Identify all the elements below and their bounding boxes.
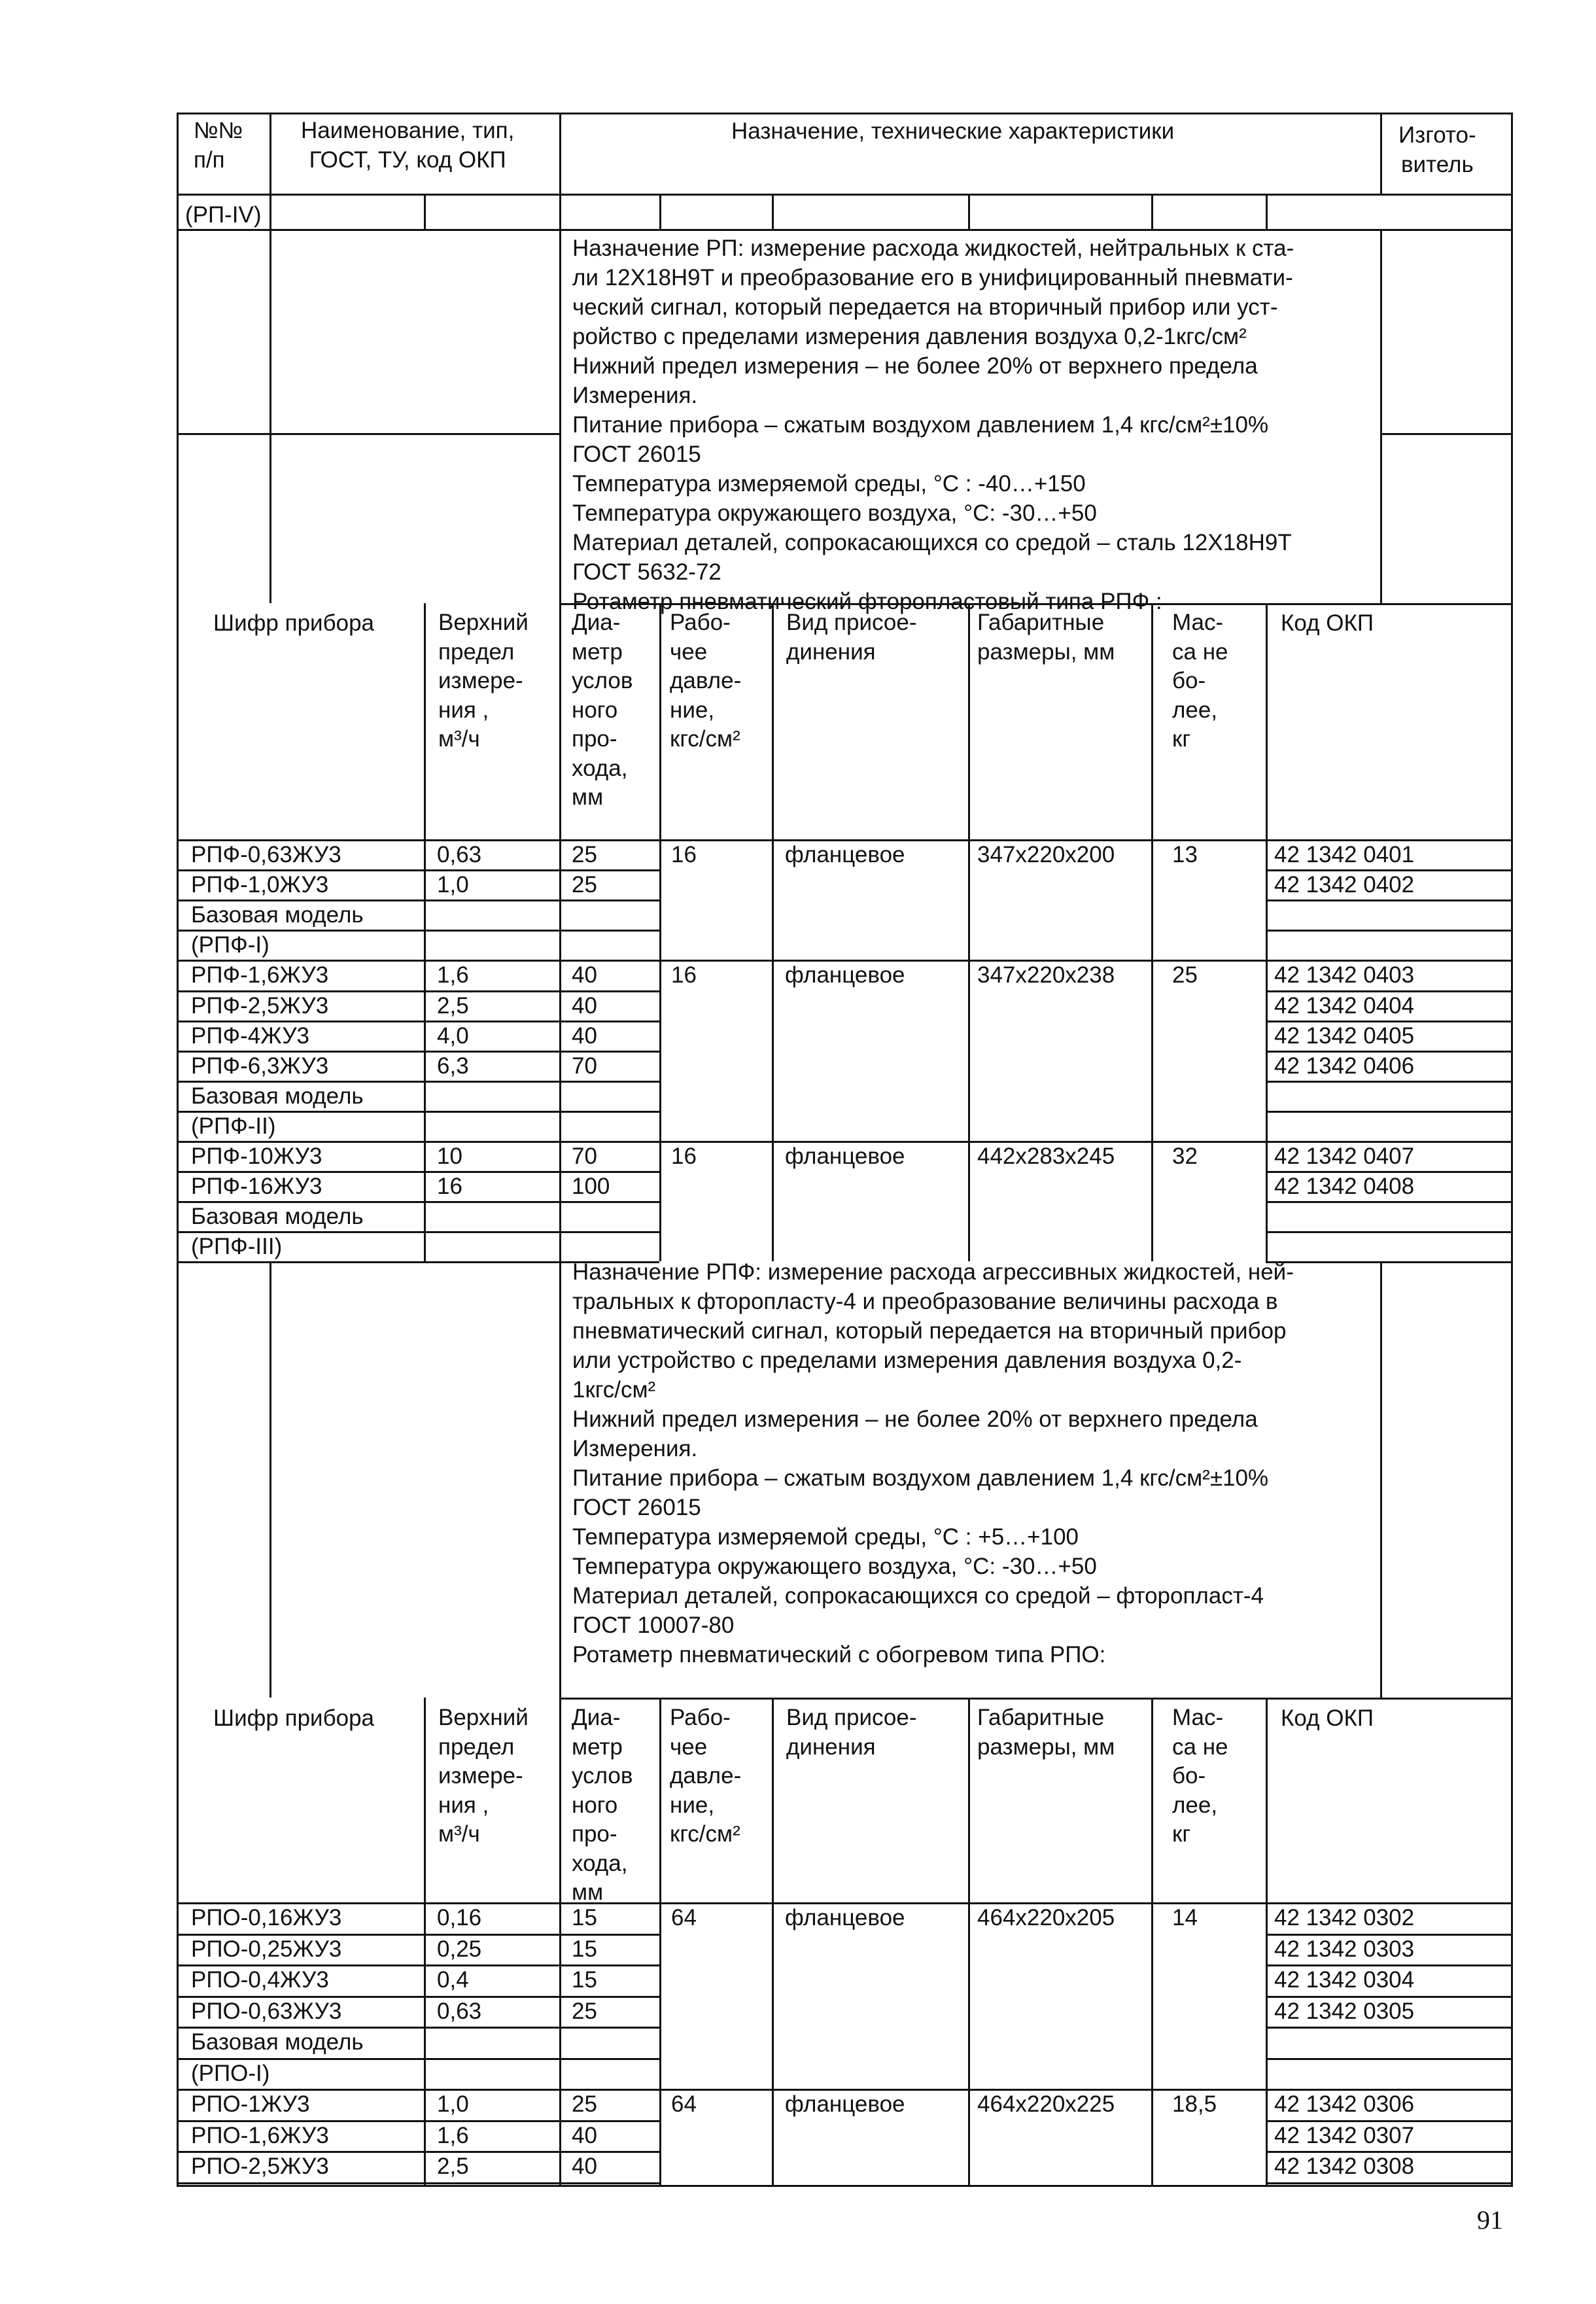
table1-row-code: РПФ-4ЖУ3 — [191, 1023, 310, 1049]
table2-row-diameter: 25 — [572, 2091, 597, 2117]
description-line: Питание прибора – сжатым воздухом давлением 1,4 кгс/см²±10% — [572, 1465, 1269, 1491]
table1-group-mass: 25 — [1172, 962, 1198, 988]
table1-row-upper: 16 — [437, 1174, 462, 1199]
description-line: Температура измеряемой среды, °С : -40…+150 — [572, 471, 1086, 497]
table1-row-upper: 1,6 — [437, 962, 469, 988]
table2-group-dimensions: 464х220х225 — [977, 2091, 1115, 2117]
table1-pressure-header: Рабо- чее давле- ние, кгс/см² — [670, 610, 742, 752]
table2-row-upper: 0,63 — [437, 1999, 482, 2024]
grid-line — [559, 1261, 561, 1698]
table-border-right — [1511, 113, 1513, 2187]
table1-group-mass: 13 — [1172, 842, 1198, 867]
table2-row-upper: 0,25 — [437, 1936, 482, 1962]
table2-group-connection: фланцевое — [785, 1905, 905, 1930]
table2-group-mass: 14 — [1172, 1905, 1198, 1930]
header-maker: Изгото- витель — [1398, 122, 1476, 177]
table-border-top — [177, 113, 1513, 114]
grid-line — [269, 194, 271, 229]
table1-row-diameter: 70 — [572, 1143, 597, 1169]
description-line: ГОСТ 26015 — [572, 442, 701, 467]
grid-line — [1380, 433, 1511, 435]
table2-dimensions-header: Габаритные размеры, мм — [977, 1705, 1115, 1760]
table1-row-diameter: 40 — [572, 1023, 597, 1049]
table1-row-code: РПФ-1,6ЖУ3 — [191, 962, 329, 988]
table2-group-connection: фланцевое — [785, 2091, 905, 2117]
description-line: Питание прибора – сжатым воздухом давлением 1,4 кгс/см²±10% — [572, 412, 1269, 438]
table2-row-okp: 42 1342 0307 — [1274, 2123, 1415, 2148]
table2-row-code: РПО-1,6ЖУ3 — [191, 2123, 329, 2148]
table2-group-mass: 18,5 — [1172, 2091, 1217, 2117]
grid-line — [1266, 1111, 1511, 1113]
grid-line — [559, 839, 561, 1261]
grid-line — [659, 194, 661, 229]
table1-row-code: Базовая модель — [191, 1204, 364, 1229]
page-number: 91 — [1477, 2205, 1503, 2235]
table1-row-diameter: 70 — [572, 1053, 597, 1079]
grid-line — [968, 839, 970, 1261]
table1-row-upper: 4,0 — [437, 1023, 469, 1049]
grid-line — [424, 1698, 426, 1902]
grid-line — [1266, 930, 1511, 932]
table1-diameter-header: Диа- метр услов ного про- хода, мм — [572, 610, 633, 810]
grid-line — [559, 1902, 561, 2187]
table1-row-upper: 2,5 — [437, 993, 469, 1019]
grid-line — [772, 603, 774, 839]
table1-row-code: РПФ-0,63ЖУ3 — [191, 842, 341, 867]
grid-line — [559, 603, 561, 839]
grid-line — [1266, 1231, 1511, 1233]
table2-row-code: РПО-0,63ЖУ3 — [191, 1999, 342, 2024]
grid-line — [1151, 194, 1153, 229]
description-line: Материал деталей, сопрокасающихся со средой – сталь 12Х18Н9Т — [572, 530, 1292, 555]
table1-row-upper: 0,63 — [437, 842, 482, 867]
grid-line — [1266, 2027, 1511, 2029]
table2-row-diameter: 15 — [572, 1936, 597, 1962]
table2-row-code: РПО-0,16ЖУ3 — [191, 1905, 342, 1930]
description-line: ГОСТ 10007-80 — [572, 1613, 735, 1638]
grid-line — [1151, 603, 1153, 839]
grid-line — [659, 1902, 661, 2187]
table1-group-pressure: 16 — [671, 842, 697, 867]
grid-line — [1151, 1698, 1153, 1902]
table2-row-upper: 0,4 — [437, 1967, 469, 1993]
table2-row-code: РПО-1ЖУ3 — [191, 2091, 310, 2117]
grid-line — [424, 194, 426, 229]
grid-line — [1266, 1081, 1511, 1083]
description-line: ческий сигнал, который передается на вторичный прибор или уст- — [572, 294, 1278, 320]
description-line: ГОСТ 26015 — [572, 1495, 701, 1520]
table2-row-diameter: 40 — [572, 2154, 597, 2179]
description-line: Нижний предел измерения – не более 20% от верхнего предела — [572, 1406, 1258, 1432]
grid-line — [1266, 1201, 1511, 1203]
table1-row-code: (РПФ-III) — [191, 1234, 283, 1259]
table1-row-code: РПФ-6,3ЖУ3 — [191, 1053, 329, 1079]
table1-group-connection: фланцевое — [785, 962, 905, 988]
grid-line — [1266, 899, 1511, 901]
header-number: №№ п/п — [194, 118, 243, 173]
grid-line — [1380, 113, 1382, 194]
description-line: Материал деталей, сопрокасающихся со средой – фторопласт-4 — [572, 1583, 1264, 1609]
grid-line — [269, 113, 271, 194]
table2-row-upper: 2,5 — [437, 2154, 469, 2179]
header-purpose: Назначение, технические характеристики — [731, 118, 1175, 144]
table1-row-okp: 42 1342 0404 — [1274, 993, 1415, 1019]
table1-group-pressure: 16 — [671, 962, 697, 988]
grid-line — [772, 194, 774, 229]
table1-row-upper: 10 — [437, 1143, 462, 1169]
table1-row-okp: 42 1342 0405 — [1274, 1023, 1415, 1049]
grid-line — [772, 1902, 774, 2187]
table2-row-okp: 42 1342 0303 — [1274, 1936, 1415, 1962]
description-line: Назначение РП: измерение расхода жидкостей, нейтральных к ста- — [572, 236, 1294, 261]
table2-row-okp: 42 1342 0305 — [1274, 1999, 1415, 2024]
table1-group-dimensions: 347х220х200 — [977, 842, 1115, 867]
description-line: тральных к фторопласту-4 и преобразование величины расхода в — [572, 1289, 1278, 1314]
grid-line — [559, 113, 561, 194]
table1-row-diameter: 40 — [572, 993, 597, 1019]
table2-row-code: (РПО-I) — [191, 2061, 270, 2086]
table-border-bottom — [177, 2185, 1513, 2187]
grid-line — [659, 1698, 661, 1902]
table1-row-code: (РПФ-II) — [191, 1113, 276, 1139]
grid-line — [1151, 1902, 1153, 2187]
table1-upper-header: Верхний предел измере- ния , м³/ч — [438, 610, 529, 752]
table1-row-okp: 42 1342 0406 — [1274, 1053, 1415, 1079]
table1-row-code: РПФ-2,5ЖУ3 — [191, 993, 329, 1019]
grid-line — [177, 2182, 659, 2184]
grid-line — [1266, 839, 1268, 1261]
table2-row-okp: 42 1342 0304 — [1274, 1967, 1415, 1993]
grid-line — [1266, 2182, 1511, 2184]
table2-pressure-header: Рабо- чее давле- ние, кгс/см² — [670, 1705, 742, 1847]
grid-line — [1266, 603, 1268, 839]
description-line: ГОСТ 5632-72 — [572, 559, 721, 585]
table1-group-connection: фланцевое — [785, 842, 905, 867]
table2-row-okp: 42 1342 0308 — [1274, 2154, 1415, 2179]
table2-upper-header: Верхний предел измере- ния , м³/ч — [438, 1705, 529, 1847]
table2-row-diameter: 25 — [572, 1999, 597, 2024]
table2-row-diameter: 15 — [572, 1905, 597, 1930]
table2-code-header: Шифр прибора — [213, 1705, 375, 1731]
grid-line — [659, 839, 661, 1261]
grid-line — [559, 1698, 1511, 1700]
table1-okp-header: Код ОКП — [1281, 610, 1374, 636]
table2-group-pressure: 64 — [671, 2091, 697, 2117]
grid-line — [269, 1261, 271, 1698]
table1-code-header: Шифр прибора — [213, 610, 375, 636]
table2-row-upper: 1,0 — [437, 2091, 469, 2117]
table1-group-dimensions: 347х220х238 — [977, 962, 1115, 988]
description-line: Температура измеряемой среды, °С : +5…+100 — [572, 1524, 1079, 1550]
description-line: Ротаметр пневматический с обогревом типа РПО: — [572, 1642, 1106, 1667]
table2-row-diameter: 15 — [572, 1967, 597, 1993]
table2-row-okp: 42 1342 0302 — [1274, 1905, 1415, 1930]
table2-okp-header: Код ОКП — [1281, 1705, 1374, 1731]
grid-line — [968, 194, 970, 229]
table2-group-pressure: 64 — [671, 1905, 697, 1930]
description-line: Назначение РПФ: измерение расхода агрессивных жидкостей, ней- — [572, 1259, 1294, 1285]
table1-row-diameter: 100 — [572, 1174, 610, 1199]
table1-row-diameter: 40 — [572, 962, 597, 988]
grid-line — [1266, 1698, 1268, 1902]
table1-row-okp: 42 1342 0408 — [1274, 1174, 1415, 1199]
table1-row-code: Базовая модель — [191, 902, 364, 928]
table1-row-upper: 1,0 — [437, 872, 469, 898]
table2-row-okp: 42 1342 0306 — [1274, 2091, 1415, 2117]
grid-line — [177, 229, 1511, 231]
description-line: ли 12Х18Н9Т и преобразование его в унифицированный пневмати- — [572, 265, 1293, 290]
grid-line — [559, 1698, 561, 1902]
grid-line — [559, 194, 561, 229]
description-line: ройство с пределами измерения давления воздуха 0,2-1кгс/см² — [572, 324, 1247, 349]
grid-line — [772, 1698, 774, 1902]
description-line: или устройство с пределами измерения давления воздуха 0,2- — [572, 1348, 1242, 1373]
table1-connection-header: Вид присое- динения — [786, 610, 917, 665]
table2-diameter-header: Диа- метр услов ного про- хода, мм — [572, 1705, 633, 1905]
table2-group-dimensions: 464х220х205 — [977, 1905, 1115, 1930]
table1-row-okp: 42 1342 0403 — [1274, 962, 1415, 988]
grid-line — [424, 603, 426, 839]
table2-row-code: Базовая модель — [191, 2029, 364, 2055]
table1-row-okp: 42 1342 0401 — [1274, 842, 1415, 867]
description-line: Измерения. — [572, 1436, 698, 1461]
table2-row-code: РПО-0,4ЖУ3 — [191, 1967, 329, 1993]
grid-line — [424, 839, 426, 1261]
table2-row-upper: 1,6 — [437, 2123, 469, 2148]
table2-row-code: РПО-0,25ЖУ3 — [191, 1936, 342, 1962]
table1-row-okp: 42 1342 0407 — [1274, 1143, 1415, 1169]
grid-line — [559, 229, 561, 603]
table1-group-pressure: 16 — [671, 1143, 697, 1169]
table1-row-code: (РПФ-I) — [191, 932, 269, 958]
description-line: Измерения. — [572, 383, 698, 408]
table1-group-dimensions: 442х283х245 — [977, 1143, 1115, 1169]
table1-group-mass: 32 — [1172, 1143, 1198, 1169]
grid-line — [1266, 2058, 1511, 2060]
grid-line — [177, 433, 559, 435]
grid-line — [968, 603, 970, 839]
grid-line — [269, 229, 271, 603]
grid-line — [772, 839, 774, 1261]
section-label-rp4: (РП-IV) — [185, 202, 262, 228]
table2-row-diameter: 40 — [572, 2123, 597, 2148]
header-name: Наименование, тип, ГОСТ, ТУ, код ОКП — [301, 118, 515, 173]
table2-connection-header: Вид присое- динения — [786, 1705, 917, 1760]
grid-line — [424, 1902, 426, 2187]
description-line: Температура окружающего воздуха, °С: -30…+50 — [572, 500, 1097, 526]
grid-line — [1380, 229, 1382, 603]
table1-row-diameter: 25 — [572, 872, 597, 898]
grid-line — [1266, 194, 1268, 229]
grid-line — [659, 603, 661, 839]
grid-line — [1266, 1902, 1268, 2187]
table1-row-code: РПФ-16ЖУ3 — [191, 1174, 322, 1199]
description-line: пневматический сигнал, который передается на вторичный прибор — [572, 1318, 1287, 1344]
table1-mass-header: Мас- са не бо- лее, кг — [1172, 610, 1228, 752]
description-line: Температура окружающего воздуха, °С: -30…+50 — [572, 1554, 1097, 1579]
grid-line — [1151, 839, 1153, 1261]
table2-row-code: РПО-2,5ЖУ3 — [191, 2154, 329, 2179]
header-divider — [177, 194, 1511, 196]
grid-line — [1266, 1261, 1511, 1263]
table1-row-code: РПФ-10ЖУ3 — [191, 1143, 322, 1169]
description-line: 1кгс/см² — [572, 1377, 656, 1403]
table-border-left — [177, 113, 179, 2187]
description-line: Ротаметр пневматический фторопластовый типа РПФ : — [572, 589, 1162, 614]
table1-row-okp: 42 1342 0402 — [1274, 872, 1415, 898]
table1-group-connection: фланцевое — [785, 1143, 905, 1169]
table1-dimensions-header: Габаритные размеры, мм — [977, 610, 1115, 665]
table1-row-diameter: 25 — [572, 842, 597, 867]
table1-row-code: Базовая модель — [191, 1083, 364, 1109]
table2-mass-header: Мас- са не бо- лее, кг — [1172, 1705, 1228, 1847]
table2-row-upper: 0,16 — [437, 1905, 482, 1930]
grid-line — [1380, 1261, 1382, 1698]
description-line: Нижний предел измерения – не более 20% от верхнего предела — [572, 353, 1258, 379]
grid-line — [968, 1698, 970, 1902]
table1-row-upper: 6,3 — [437, 1053, 469, 1079]
table1-row-code: РПФ-1,0ЖУ3 — [191, 872, 329, 898]
grid-line — [968, 1902, 970, 2187]
